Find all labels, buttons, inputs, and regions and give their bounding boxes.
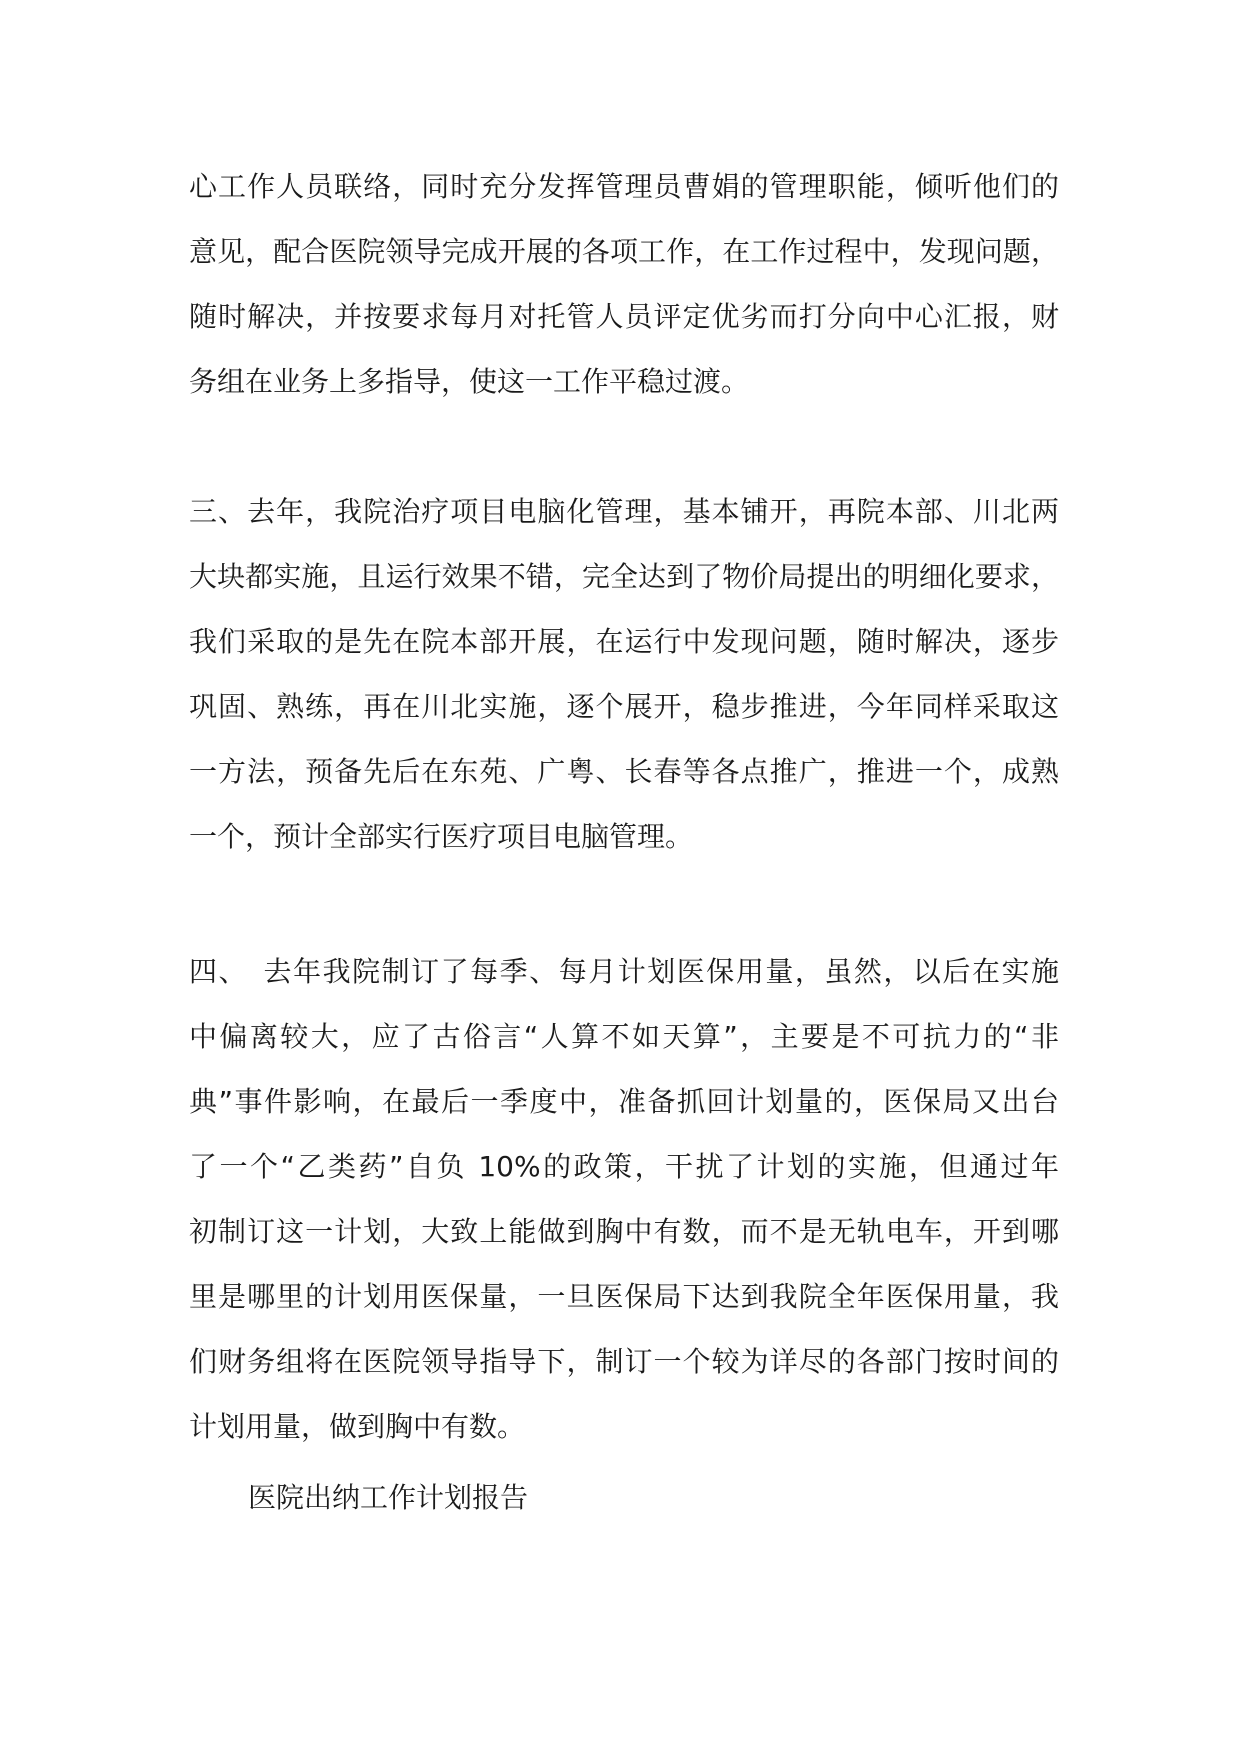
text-line: 我们采取的是先在院本部开展，在运行中发现问题，随时解决，逐步 xyxy=(189,625,1059,658)
text-line: 们财务组将在医院领导指导下，制订一个较为详尽的各部门按时间的 xyxy=(189,1345,1059,1378)
text-line: 一方法，预备先后在东苑、广粤、长春等各点推广，推进一个，成熟 xyxy=(189,755,1059,788)
text-line: 中偏离较大，应了古俗言“人算不如天算”，主要是不可抗力的“非 xyxy=(189,1020,1059,1053)
text-line: 务组在业务上多指导，使这一工作平稳过渡。 xyxy=(189,365,750,398)
paragraph-section-four xyxy=(189,939,1059,1459)
text-line: 四、 去年我院制订了每季、每月计划医保用量，虽然，以后在实施 xyxy=(189,955,1059,988)
paragraph-section-three xyxy=(189,479,1059,869)
text-line: 巩固、熟练，再在川北实施，逐个展开，稳步推进，今年同样采取这 xyxy=(189,690,1059,723)
text-line: 三、去年，我院治疗项目电脑化管理，基本铺开，再院本部、川北两 xyxy=(189,495,1059,528)
text-line: 典”事件影响，在最后一季度中，准备抓回计划量的，医保局又出台 xyxy=(189,1085,1059,1118)
text-line: 大块都实施，且运行效果不错，完全达到了物价局提出的明细化要求， xyxy=(189,560,1059,593)
text-line: 心工作人员联络，同时充分发挥管理员曹娟的管理职能，倾听他们的 xyxy=(189,170,1059,203)
text-line: 计划用量，做到胸中有数。 xyxy=(189,1410,526,1443)
closing-title: 医院出纳工作计划报告 xyxy=(248,1481,529,1514)
paragraph-continuation xyxy=(189,154,1059,414)
text-line: 里是哪里的计划用医保量，一旦医保局下达到我院全年医保用量，我 xyxy=(189,1280,1059,1313)
text-line: 了一个“乙类药”自负 10%的政策，干扰了计划的实施，但通过年 xyxy=(189,1150,1059,1183)
text-line: 一个，预计全部实行医疗项目电脑管理。 xyxy=(189,820,694,853)
text-line: 随时解决，并按要求每月对托管人员评定优劣而打分向中心汇报，财 xyxy=(189,300,1059,333)
text-line: 意见，配合医院领导完成开展的各项工作，在工作过程中，发现问题， xyxy=(189,235,1059,268)
text-line: 初制订这一计划，大致上能做到胸中有数，而不是无轨电车，开到哪 xyxy=(189,1215,1059,1248)
